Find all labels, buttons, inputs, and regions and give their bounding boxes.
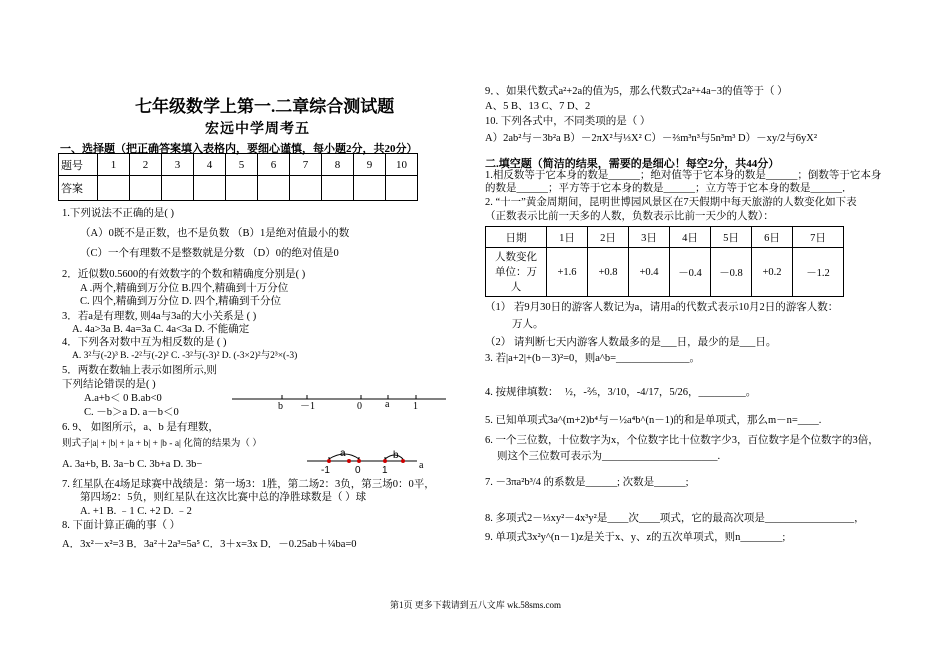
question-1-options-ab: （A）0既不是正数，也不是负数 （B）1是绝对值最小的数 <box>80 228 350 239</box>
nl2-point-zero <box>357 459 361 463</box>
tourist-value: －1.2 <box>793 248 844 297</box>
answer-table-row2-label: 答案 <box>59 176 98 201</box>
question-3: 3．若a是有理数, 则4a与3a的大小关系是 ( ) <box>62 311 257 322</box>
answer-cell[interactable] <box>354 176 386 201</box>
question-1-options-cd: （C）一个有理数不是整数就是分数 （D）0的绝对值是0 <box>80 248 339 259</box>
fill-6-line2: 则这个三位数可表示为______________________. <box>497 451 721 462</box>
answer-cell[interactable] <box>386 176 418 201</box>
nl2-label-one: 1 <box>382 465 388 476</box>
question-5: 5．两数在数轴上表示如图所示,则 <box>62 365 217 376</box>
nl2-label-neg1: -1 <box>321 465 330 476</box>
question-9-options: A、5 B、13 C、7 D、2 <box>485 101 591 112</box>
fill-2: 2. “十一”黄金周期间，昆明世博园风景区在7天假期中每天旅游的人数变化如下表 <box>485 197 857 208</box>
fill-9: 9. 单项式3x²y^(n－1)z是关于x、y、z的五次单项式，则n________; <box>485 532 786 543</box>
tourist-day: 6日 <box>752 227 793 248</box>
fill-4: 4. 按规律填数： <box>485 387 559 398</box>
nl2-point-a <box>327 459 331 463</box>
answer-table-header-row <box>59 154 418 176</box>
answer-col-number: 1 <box>98 154 130 176</box>
answer-col-number: 6 <box>258 154 290 176</box>
tourist-table <box>485 226 844 297</box>
answer-col-number: 5 <box>226 154 258 176</box>
question-3-options: A. 4a>3a B. 4a=3a C. 4a<3a D. 不能确定 <box>72 324 250 335</box>
tourist-value: －0.4 <box>670 248 711 297</box>
tourist-value: +0.4 <box>629 248 670 297</box>
question-2-options-cd: C. 四个,精确到万分位 D. 四个,精确到千分位 <box>80 296 281 307</box>
nl1-label-b: b <box>278 401 283 412</box>
question-6-options: A. 3a+b, B. 3a−b C. 3b+a D. 3b− <box>62 459 203 470</box>
answer-table-row1-label: 题号 <box>59 154 98 176</box>
fill-2-sub1: （1） 若9月30日的游客人数记为a，请用a的代数式表示10月2日的游客人数： <box>485 302 839 313</box>
tourist-day: 5日 <box>711 227 752 248</box>
answer-col-number: 8 <box>322 154 354 176</box>
page-footer: 第1页 更多下载请到五八文库 wk.58sms.com <box>390 600 562 610</box>
fill-7: 7. －3πa²b³/4 的系数是______; 次数是______; <box>485 477 689 488</box>
tourist-day: 1日 <box>547 227 588 248</box>
answer-cell[interactable] <box>162 176 194 201</box>
question-4-options: A. 3²与(-2)³ B. -2²与(-2)² C. -3²与(-3)² D. (-3×2)²与2³×(-3) <box>72 351 298 361</box>
question-8-options: A．3x²－x²=3 B．3a²＋2a³=5a⁵ C．3＋x=3x D．－0.25ab＋¼ba=0 <box>62 539 357 550</box>
tourist-day: 4日 <box>670 227 711 248</box>
fill-2-sub2: （2） 请判断七天内游客人数最多的是___日，最少的是___日。 <box>485 337 777 348</box>
nl1-label-a: a <box>385 399 390 410</box>
nl2-label-a-right: a <box>419 460 424 471</box>
question-2: 2．近似数0.5600的有效数字的个数和精确度分别是( ) <box>62 269 306 280</box>
answer-cell[interactable] <box>322 176 354 201</box>
nl1-label-zero: 0 <box>357 401 362 412</box>
question-7-options: A. +1 B. ﹣1 C. +2 D. ﹣2 <box>80 506 192 517</box>
answer-col-number: 9 <box>354 154 386 176</box>
answer-cell[interactable] <box>226 176 258 201</box>
answer-col-number: 4 <box>194 154 226 176</box>
tourist-table-header <box>486 227 844 248</box>
tourist-day: 2日 <box>588 227 629 248</box>
fill-2-line2: （正数表示比前一天多的人数，负数表示比前一天少的人数）： <box>485 211 774 222</box>
answer-table <box>58 153 418 201</box>
question-5-options-ab: A.a+b＜ 0 B.ab<0 <box>84 393 162 404</box>
question-2-options-ab: A .两个,精确到万分位 B.四个,精确到十万分位 <box>80 283 289 294</box>
fill-1: 1.相反数等于它本身的数是______；绝对值等于它本身的数是______；倒数等于它本身 <box>485 170 882 181</box>
nl2-label-a: a <box>340 448 346 459</box>
answer-table-answer-row <box>59 176 418 201</box>
question-7-line2: 第四场2：5负，则红星队在这次比赛中总的净胜球数是（ ）球 <box>80 492 367 503</box>
tourist-row-label-3: 人 <box>510 281 522 293</box>
question-4: 4．下列各对数中互为相反数的是 ( ) <box>62 337 227 348</box>
nl1-label-one: 1 <box>413 401 418 412</box>
question-10: 10. 下列各式中，不同类项的是（ ） <box>485 116 651 127</box>
answer-cell[interactable] <box>98 176 130 201</box>
fill-2-sub1-line2: 万人。 <box>512 319 544 330</box>
question-5-options-cd: C. －b＞a D. a－b＜0 <box>84 407 179 418</box>
question-5-line2: 下列结论错误的是( ) <box>62 379 156 390</box>
question-10-options: A）2ab²与－3b²a B）－2πX²与⅓X² C）－⅔m³n³与5n³m³ D）－xy/2与6yX² <box>485 133 818 144</box>
answer-cell[interactable] <box>290 176 322 201</box>
tourist-value: +0.2 <box>752 248 793 297</box>
nl2-point-b <box>401 459 405 463</box>
tourist-row-label-1: 人数变化 <box>495 251 537 263</box>
tourist-value: +0.8 <box>588 248 629 297</box>
tourist-row-label-2: 单位：万 <box>495 266 537 278</box>
answer-col-number: 7 <box>290 154 322 176</box>
number-line-1 <box>230 388 450 412</box>
tourist-day: 7日 <box>793 227 844 248</box>
nl2-point-one <box>383 459 387 463</box>
number-line-2 <box>305 447 435 477</box>
question-9: 9．、如果代数式a²+2a的值为5，那么代数式2a²+4a−3的值等于（ ） <box>485 86 788 97</box>
school-subtitle: 宏远中学周考五 <box>205 122 310 137</box>
nl1-label-neg1: －1 <box>300 401 315 412</box>
question-1: 1.下列说法不正确的是( ) <box>62 208 174 219</box>
nl2-label-zero: 0 <box>355 465 361 476</box>
tourist-header-label: 日期 <box>486 227 547 248</box>
section1-title: 一、选择题（把正确答案填入表格内，要细心谨慎，每小题2分，共20分） <box>60 143 418 155</box>
question-8: 8. 下面计算正确的事（ ） <box>62 520 181 531</box>
answer-cell[interactable] <box>258 176 290 201</box>
section2-title: 二.填空题（简洁的结果，需要的是细心！每空2分，共44分） <box>485 158 780 170</box>
answer-col-number: 3 <box>162 154 194 176</box>
question-6: 6. 9、 如图所示，a、b 是有理数， <box>62 422 219 433</box>
answer-cell[interactable] <box>130 176 162 201</box>
tourist-day: 3日 <box>629 227 670 248</box>
question-6-line2: 则式子|a| + |b| + |a + b| + |b - a| 化简的结果为（ ） <box>62 439 262 449</box>
fill-5: 5. 已知单项式3a^(m+2)b⁴与－½a⁴b^(n－1)的和是单项式，那么m－n=____. <box>485 415 822 426</box>
tourist-row-label <box>486 248 547 297</box>
page-title: 七年级数学上第一.二章综合测试题 <box>135 97 395 116</box>
fill-1-line2: 的数是______；平方等于它本身的数是______；立方等于它本身的数是______． <box>485 183 853 194</box>
tourist-table-values <box>486 248 844 297</box>
answer-col-number: 10 <box>386 154 418 176</box>
question-7: 7. 红星队在4场足球赛中战绩是：第一场3：1胜，第二场2：3负，第三场0：0平， <box>62 479 435 490</box>
tourist-value: +1.6 <box>547 248 588 297</box>
fill-6: 6. 一个三位数，十位数字为x，个位数字比十位数字少3，百位数字是个位数字的3倍， <box>485 435 879 446</box>
answer-cell[interactable] <box>194 176 226 201</box>
nl2-label-b: b <box>393 450 399 461</box>
answer-col-number: 2 <box>130 154 162 176</box>
nl2-point <box>347 459 351 463</box>
tourist-value: －0.8 <box>711 248 752 297</box>
fill-8: 8. 多项式2－⅓xy²－4x³y²是____次____项式，它的最高次项是_________________， <box>485 513 865 524</box>
fill-4-sequence: ½，-⅖，3/10，-4/17，5/26，_________。 <box>565 387 757 398</box>
fill-3: 3. 若|a+2|+(b－3)²=0，则a^b=______________。 <box>485 353 701 364</box>
